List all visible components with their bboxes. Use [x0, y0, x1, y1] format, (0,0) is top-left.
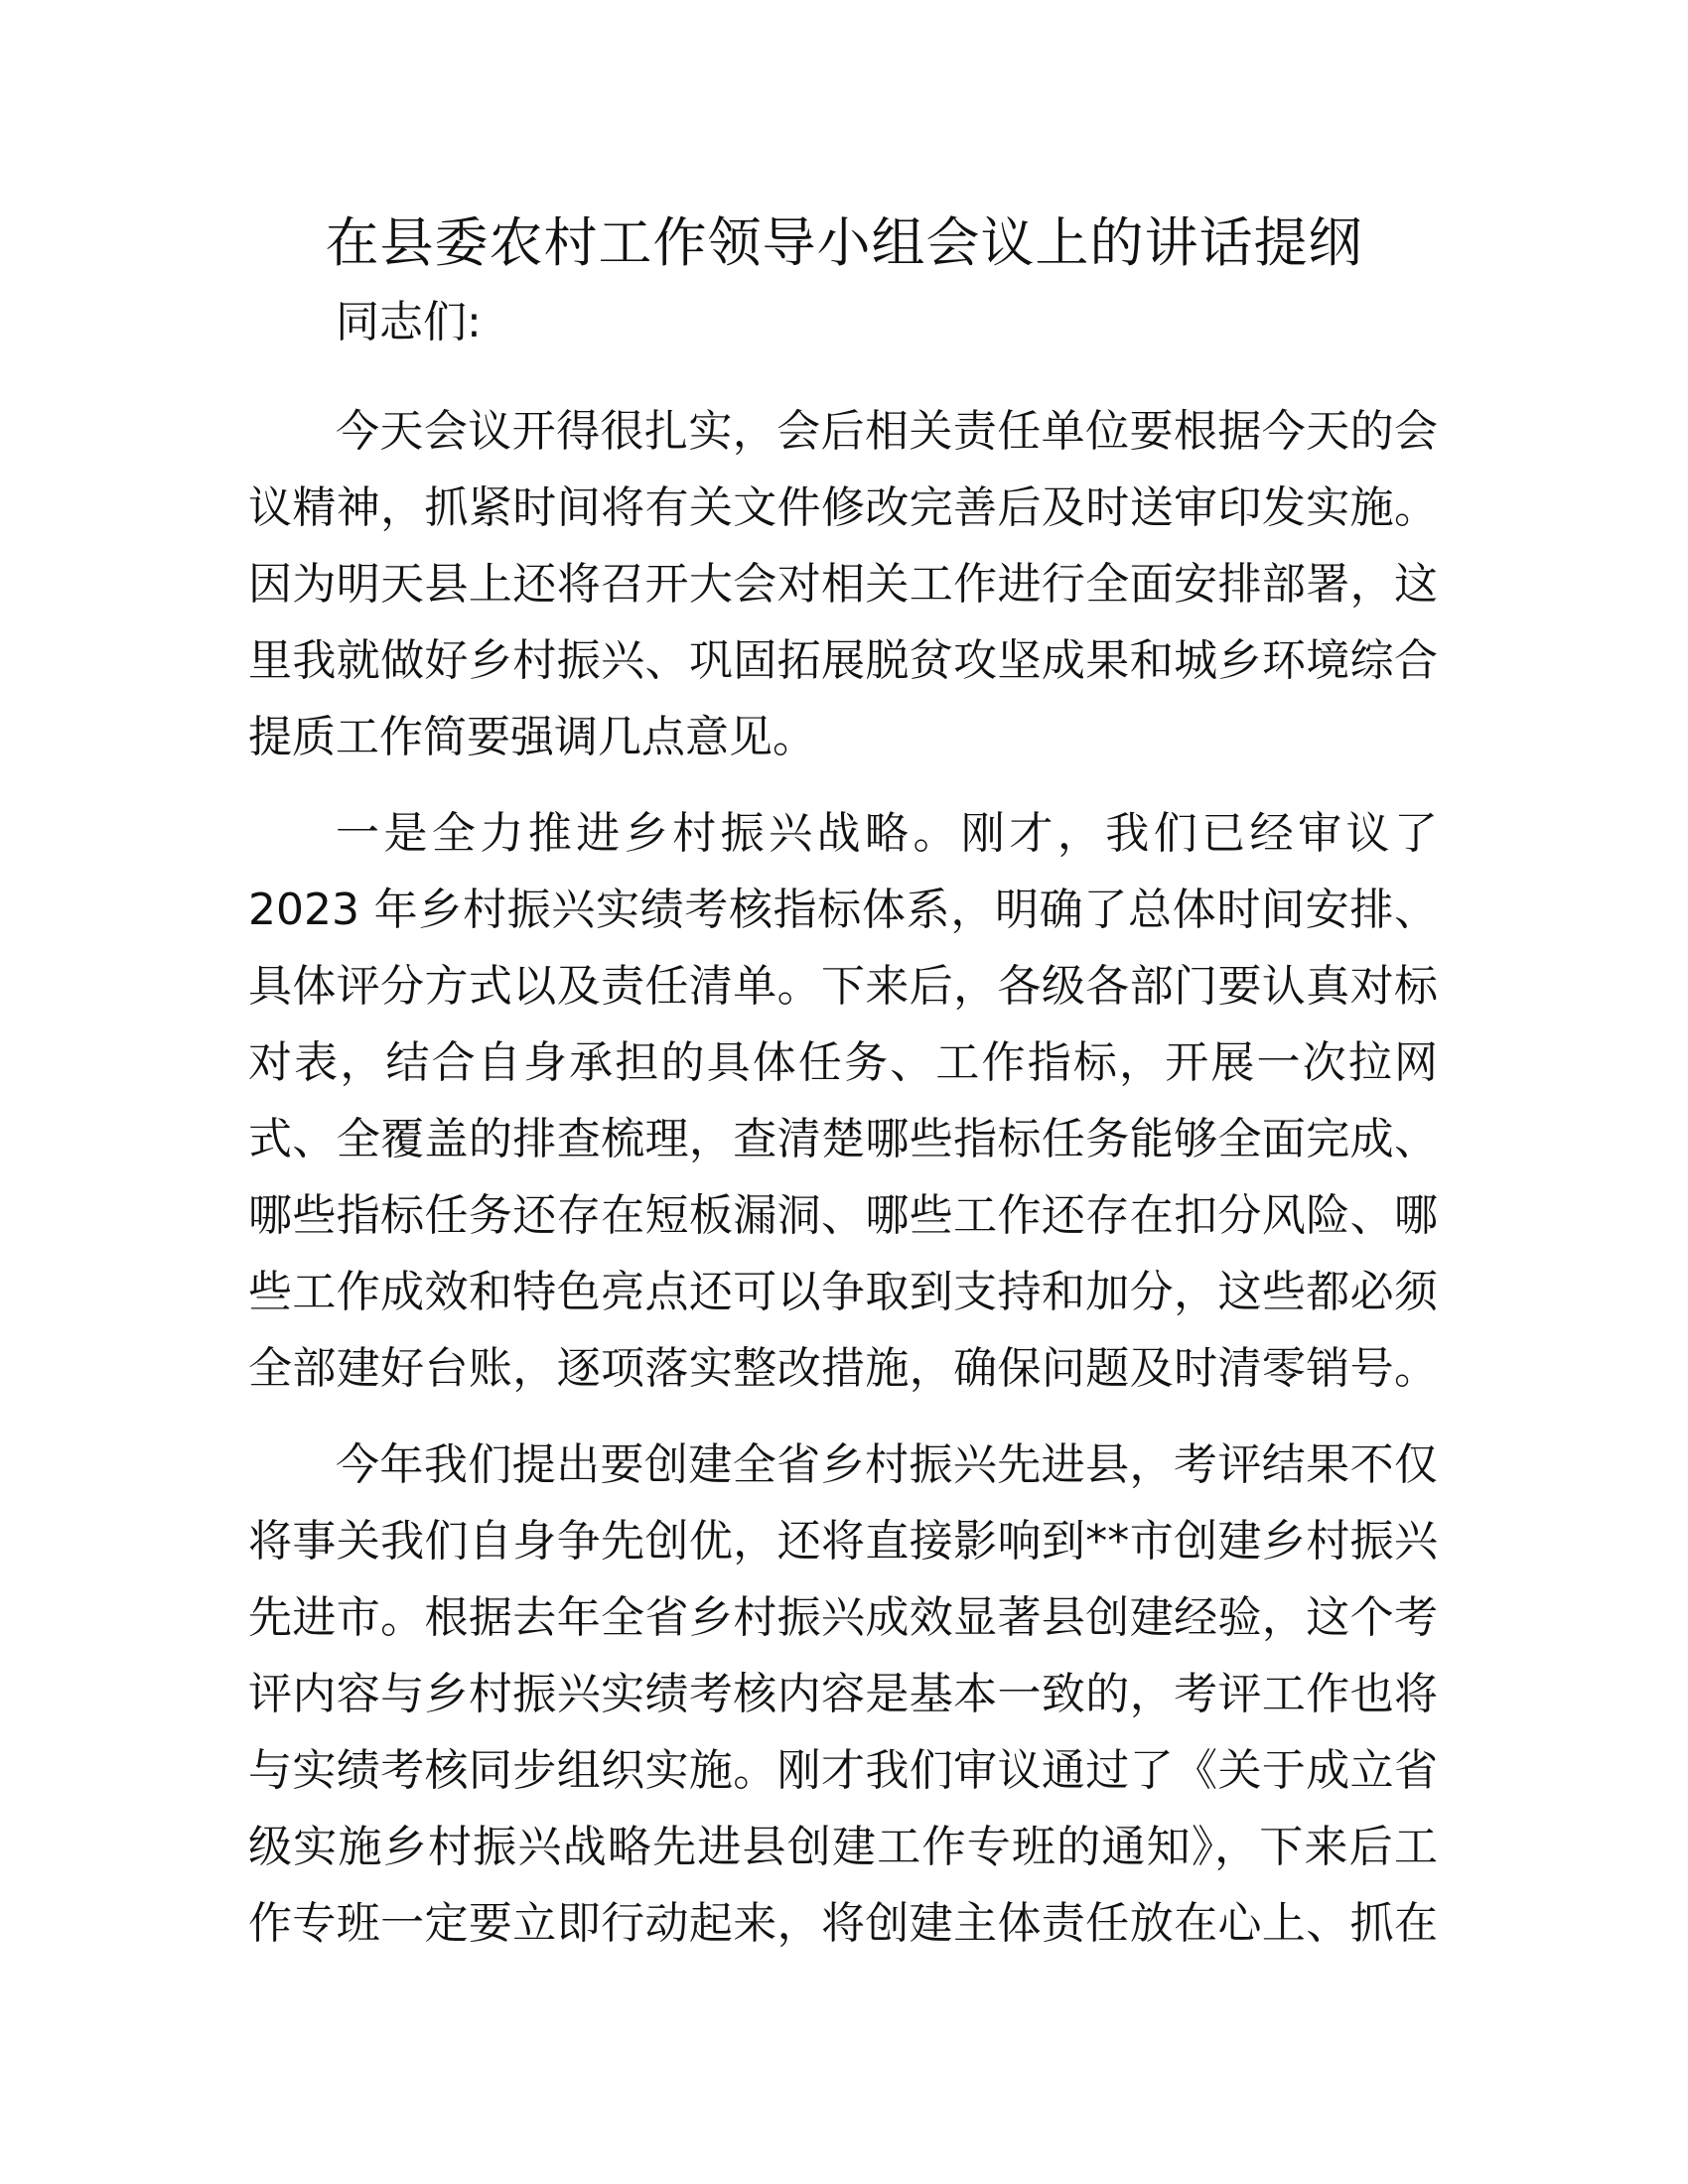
paragraph-2-line-7: 些工作成效和特色亮点还可以争取到支持和加分，这些都必须	[248, 1267, 1438, 1317]
paragraph-1-line-5: 提质工作简要强调几点意见。	[248, 712, 816, 762]
paragraph-3-line-2: 将事关我们自身争先创优，还将直接影响到**市创建乡村振兴	[248, 1516, 1438, 1567]
paragraph-2-line-6: 哪些指标任务还存在短板漏洞、哪些工作还存在扣分风险、哪	[248, 1190, 1438, 1241]
paragraph-1-line-2: 议精神，抓紧时间将有关文件修改完善后及时送审印发实施。	[248, 482, 1438, 533]
paragraph-2-line-1: 一是全力推进乡村振兴战略。刚才，我们已经审议了	[336, 808, 1438, 859]
paragraph-3-line-7: 作专班一定要立即行动起来，将创建主体责任放在心上、抓在	[248, 1898, 1438, 1949]
paragraph-3-line-4: 评内容与乡村振兴实绩考核内容是基本一致的，考评工作也将	[248, 1669, 1438, 1719]
paragraph-1-line-3: 因为明天县上还将召开大会对相关工作进行全面安排部署，这	[248, 559, 1438, 610]
paragraph-1-line-1: 今天会议开得很扎实，会后相关责任单位要根据今天的会	[336, 406, 1438, 457]
salutation: 同志们:	[336, 297, 482, 347]
paragraph-3-line-6: 级实施乡村振兴战略先进县创建工作专班的通知》，下来后工	[248, 1822, 1438, 1872]
paragraph-2-line-3: 具体评分方式以及责任清单。下来后，各级各部门要认真对标	[248, 961, 1438, 1012]
paragraph-3-line-3: 先进市。根据去年全省乡村振兴成效显著县创建经验，这个考	[248, 1592, 1438, 1643]
paragraph-3-line-5: 与实绩考核同步组织实施。刚才我们审议通过了《关于成立省	[248, 1745, 1438, 1796]
paragraph-2-line-4: 对表，结合自身承担的具体任务、工作指标，开展一次拉网	[248, 1037, 1438, 1088]
paragraph-2-line-5: 式、全覆盖的排查梳理，查清楚哪些指标任务能够全面完成、	[248, 1114, 1438, 1164]
paragraph-1-line-4: 里我就做好乡村振兴、巩固拓展脱贫攻坚成果和城乡环境综合	[248, 635, 1438, 686]
paragraph-2-line-2: 2023 年乡村振兴实绩考核指标体系，明确了总体时间安排、	[248, 885, 1438, 935]
paragraph-2-line-8: 全部建好台账，逐项落实整改措施，确保问题及时清零销号。	[248, 1343, 1438, 1394]
document-title: 在县委农村工作领导小组会议上的讲话提纲	[325, 211, 1363, 274]
paragraph-3-line-1: 今年我们提出要创建全省乡村振兴先进县，考评结果不仅	[336, 1439, 1438, 1490]
